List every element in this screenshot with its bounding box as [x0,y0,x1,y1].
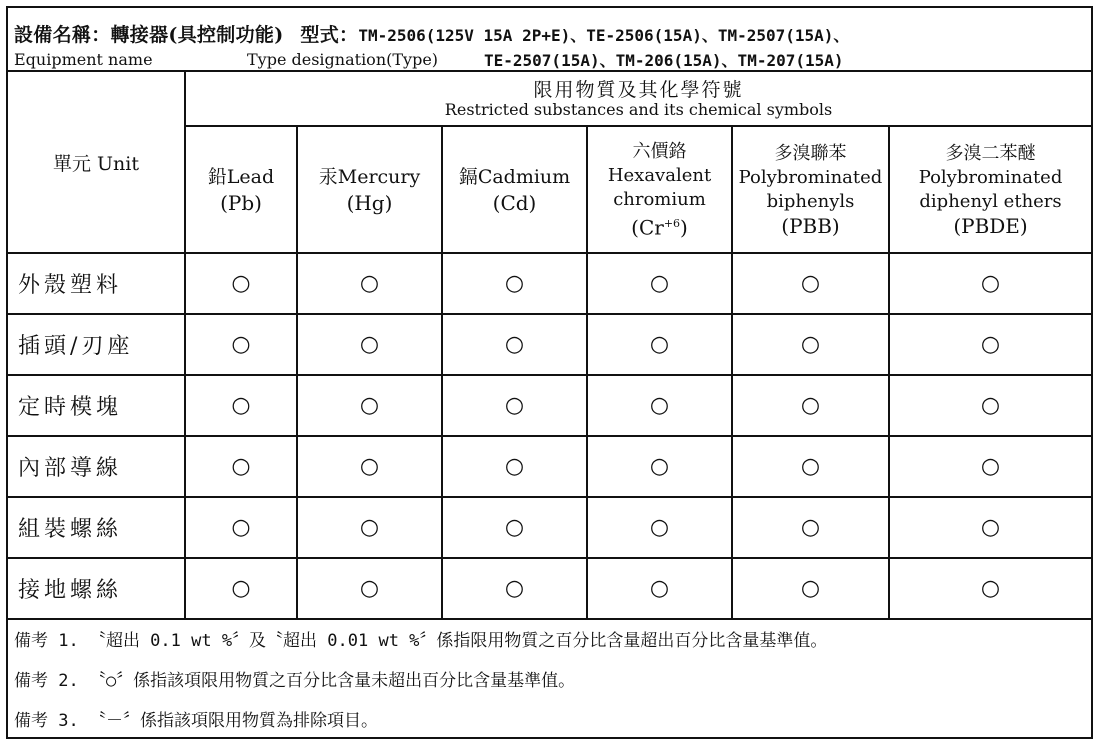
mark-cell [587,253,732,314]
mark-cell [889,253,1091,314]
mark-cell [442,314,587,375]
not-exceeding-mark: ○ [649,332,670,357]
table-row [8,558,1091,619]
mark-cell [297,253,442,314]
table-row [8,497,1091,558]
unit-rows [8,253,1091,619]
header-line-2 [14,50,844,70]
table-row [8,436,1091,497]
not-exceeding-mark: ○ [504,393,525,418]
mark-cell [732,497,889,558]
restricted-substances-table [8,72,1091,620]
not-exceeding-mark: ○ [649,271,670,296]
substance-pbb-en-1: Polybrominated [738,166,883,188]
not-exceeding-mark: ○ [231,515,251,540]
restricted-zh: 限用物質及其化學符號 [533,78,744,101]
not-exceeding-mark: ○ [359,332,380,357]
not-exceeding-mark: ○ [359,515,380,540]
unit-name: 內部導線 [8,436,185,497]
mark-cell [889,497,1091,558]
mark-cell [732,253,889,314]
substance-pbde [889,126,1091,253]
unit-name: 組裝螺絲 [8,497,185,558]
not-exceeding-mark: ○ [800,332,821,357]
not-exceeding-mark: ○ [359,393,380,418]
mark-cell [185,558,297,619]
mark-cell [732,436,889,497]
substance-mercury-name: 汞Mercury [318,165,421,188]
mark-cell [442,375,587,436]
mark-cell [732,558,889,619]
not-exceeding-mark: ○ [231,393,251,418]
substance-lead-name: 鉛Lead [207,165,275,188]
mark-cell [889,375,1091,436]
not-exceeding-mark: ○ [800,271,821,296]
substance-pbde-zh: 多溴二苯醚 [945,142,1036,164]
not-exceeding-mark: ○ [649,393,670,418]
rohs-declaration-sheet [6,6,1093,739]
mark-cell [587,375,732,436]
not-exceeding-mark: ○ [359,576,380,601]
mark-cell [185,436,297,497]
header-line-1 [14,20,849,47]
mark-cell [587,558,732,619]
not-exceeding-mark: ○ [980,515,1001,540]
unit-header: 單元 Unit [8,72,185,253]
mark-cell [442,497,587,558]
substance-mercury-symbol: (Hg) [346,190,393,215]
substance-cadmium-name: 鎘Cadmium [458,165,571,188]
note-2: 備考 2. 〝○〞係指該項限用物質之百分比含量未超出百分比含量基準值。 [14,671,576,691]
note-1: 備考 1. 〝超出 0.1 wt %〞及〝超出 0.01 wt %〞係指限用物質之百分比含量超出百分比含量基準值。 [14,631,828,651]
not-exceeding-mark: ○ [649,576,670,601]
substance-lead [185,126,297,253]
substance-pbb-en-2: biphenyls [766,190,855,212]
not-exceeding-mark: ○ [800,515,821,540]
mark-cell [587,497,732,558]
not-exceeding-mark: ○ [800,454,821,479]
substance-chromium-en-1: Hexavalent [607,164,712,186]
not-exceeding-mark: ○ [980,393,1001,418]
unit-name: 插頭/刃座 [8,314,185,375]
not-exceeding-mark: ○ [980,332,1001,357]
mark-cell [442,253,587,314]
type-values-line-1: TM-2506(125V 15A 2P+E)、TE-2506(15A)、TM-2507(15A)、 [358,26,850,45]
not-exceeding-mark: ○ [504,576,525,601]
type-label-zh: 型式： [300,24,359,46]
table-header-row-1 [8,72,1091,126]
restricted-substances-header [185,72,1091,126]
substance-pbde-en-2: diphenyl ethers [919,190,1062,212]
not-exceeding-mark: ○ [649,454,670,479]
not-exceeding-mark: ○ [504,332,525,357]
substance-pbde-en-1: Polybrominated [918,166,1063,188]
not-exceeding-mark: ○ [359,454,380,479]
not-exceeding-mark: ○ [231,454,251,479]
not-exceeding-mark: ○ [504,515,525,540]
mark-cell [732,314,889,375]
substance-chromium-symbol: $(Cr^{+6})$ [631,215,688,240]
substance-cadmium-symbol: (Cd) [492,190,537,215]
equipment-label-en: Equipment name [14,50,153,69]
not-exceeding-mark: ○ [800,393,821,418]
substance-lead-symbol: (Pb) [220,190,262,215]
not-exceeding-mark: ○ [980,576,1001,601]
substance-cadmium [442,126,587,253]
mark-cell [442,436,587,497]
substance-chromium-en-2: chromium [613,188,706,210]
mark-cell [297,558,442,619]
type-values-line-2: TE-2507(15A)、TM-206(15A)、TM-207(15A) [484,51,844,70]
not-exceeding-mark: ○ [359,271,380,296]
not-exceeding-mark: ○ [800,576,821,601]
unit-name: 外殼塑料 [8,253,185,314]
substance-hexavalent-chromium [587,126,732,253]
mark-cell [297,436,442,497]
mark-cell [297,314,442,375]
mark-cell [889,314,1091,375]
mark-cell [587,314,732,375]
table-row [8,314,1091,375]
not-exceeding-mark: ○ [231,576,251,601]
not-exceeding-mark: ○ [980,454,1001,479]
substance-pbb-symbol: (PBB) [781,213,840,238]
substance-pbb [732,126,889,253]
equipment-label-zh: 設備名稱：轉接器(具控制功能) [14,24,284,46]
unit-name: 定時模塊 [8,375,185,436]
not-exceeding-mark: ○ [504,271,525,296]
not-exceeding-mark: ○ [649,515,670,540]
mark-cell [732,375,889,436]
not-exceeding-mark: ○ [980,271,1001,296]
unit-name: 接地螺絲 [8,558,185,619]
table-row [8,253,1091,314]
not-exceeding-mark: ○ [231,271,251,296]
table-row [8,375,1091,436]
restricted-en: Restricted substances and its chemical symbols [444,99,833,119]
mark-cell [185,497,297,558]
not-exceeding-mark: ○ [231,332,251,357]
equipment-header [8,8,1091,72]
mark-cell [442,558,587,619]
substance-pbb-zh: 多溴聯苯 [774,142,847,164]
substance-mercury [297,126,442,253]
mark-cell [587,436,732,497]
mark-cell [185,314,297,375]
mark-cell [185,253,297,314]
substance-pbde-symbol: (PBDE) [953,213,1028,238]
not-exceeding-mark: ○ [504,454,525,479]
mark-cell [889,436,1091,497]
type-label-en: Type designation(Type) [247,50,439,69]
mark-cell [297,375,442,436]
mark-cell [889,558,1091,619]
mark-cell [185,375,297,436]
note-3: 備考 3. 〝－〞係指該項限用物質為排除項目。 [14,711,378,731]
mark-cell [297,497,442,558]
substance-chromium-zh: 六價鉻 [632,140,687,162]
